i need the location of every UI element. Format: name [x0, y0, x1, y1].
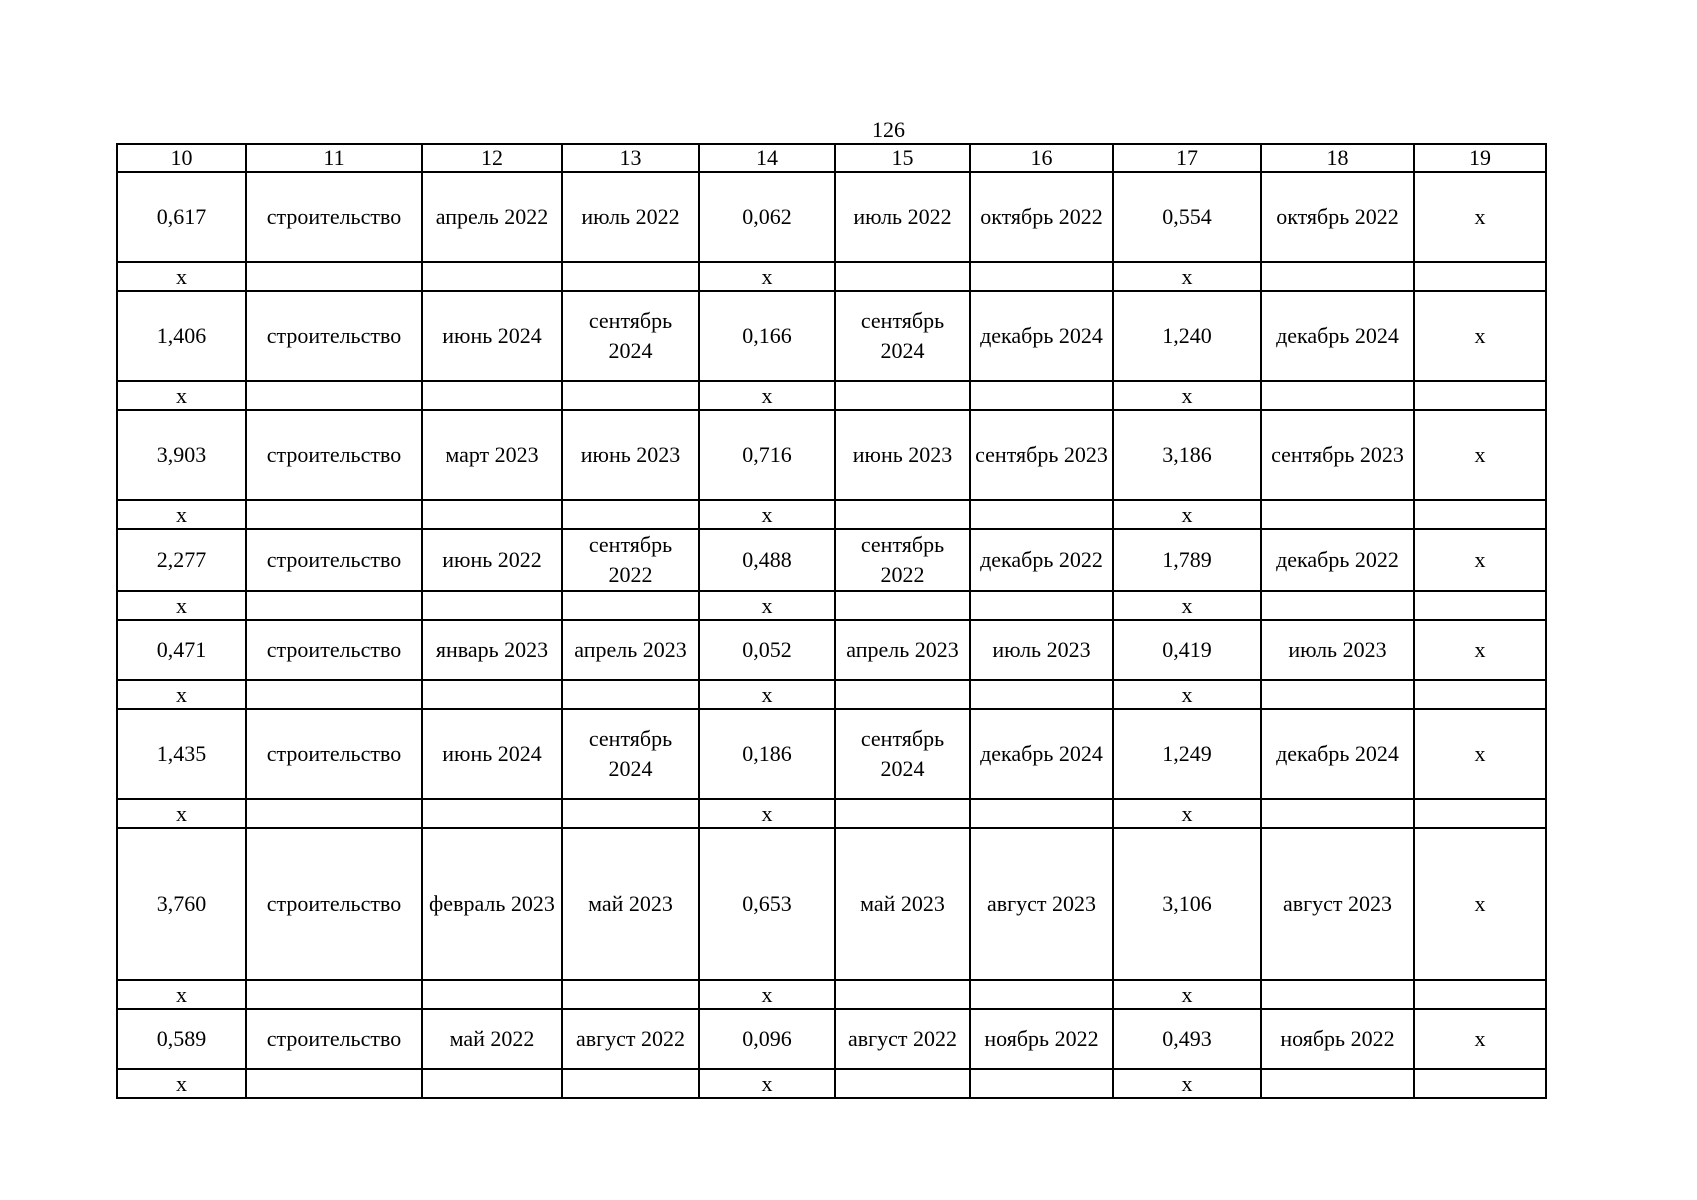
table-cell [246, 591, 422, 620]
table-cell: декабрь 2022 [1261, 529, 1414, 591]
table-cell: 0,062 [699, 172, 835, 262]
table-cell: июль 2022 [835, 172, 970, 262]
table-cell: сентябрь 2022 [562, 529, 699, 591]
table-body [117, 144, 1546, 1098]
table-row [117, 500, 1546, 529]
table-cell [1261, 980, 1414, 1009]
table-header-row [117, 144, 1546, 172]
table-cell: сентябрь 2024 [562, 709, 699, 799]
table-cell: х [1414, 709, 1546, 799]
table-cell: май 2023 [562, 828, 699, 980]
table-cell: х [117, 799, 246, 828]
table-cell: август 2022 [835, 1009, 970, 1069]
table-cell: х [1414, 172, 1546, 262]
table-cell: х [1113, 591, 1261, 620]
table-cell [562, 500, 699, 529]
table-row [117, 980, 1546, 1009]
table-cell [970, 799, 1113, 828]
table-cell [835, 680, 970, 709]
table-cell: х [1113, 262, 1261, 291]
table-cell: х [1113, 1069, 1261, 1098]
table-cell [422, 591, 562, 620]
table-cell [970, 1069, 1113, 1098]
table-cell: 3,760 [117, 828, 246, 980]
table-cell: май 2022 [422, 1009, 562, 1069]
table-cell: сентябрь 2023 [1261, 410, 1414, 500]
table-cell: сентябрь 2024 [562, 291, 699, 381]
table-cell [562, 591, 699, 620]
table-cell [1414, 799, 1546, 828]
table-cell: 3,186 [1113, 410, 1261, 500]
column-header-cell: 10 [117, 144, 246, 172]
table-cell [562, 680, 699, 709]
table-cell [1261, 680, 1414, 709]
table-cell [246, 381, 422, 410]
table-cell [970, 262, 1113, 291]
table-cell: май 2023 [835, 828, 970, 980]
table-cell: строительство [246, 529, 422, 591]
table-cell: июль 2023 [970, 620, 1113, 680]
table-cell [246, 980, 422, 1009]
column-header-cell: 19 [1414, 144, 1546, 172]
table-cell: сентябрь 2022 [835, 529, 970, 591]
table-cell: апрель 2022 [422, 172, 562, 262]
table-cell [1414, 680, 1546, 709]
table-cell: х [117, 262, 246, 291]
table-cell [422, 799, 562, 828]
table-row [117, 799, 1546, 828]
table-cell [1261, 381, 1414, 410]
table-cell: х [1414, 529, 1546, 591]
table-cell [1261, 262, 1414, 291]
table-cell [562, 381, 699, 410]
table-cell: июнь 2022 [422, 529, 562, 591]
table-cell [970, 591, 1113, 620]
table-cell [835, 591, 970, 620]
table-cell: строительство [246, 1009, 422, 1069]
table-cell [1261, 591, 1414, 620]
table-row [117, 680, 1546, 709]
table-row [117, 172, 1546, 262]
table-cell: х [699, 799, 835, 828]
table-cell: ноябрь 2022 [970, 1009, 1113, 1069]
table-cell: декабрь 2024 [1261, 709, 1414, 799]
column-header-cell: 14 [699, 144, 835, 172]
table-cell: август 2022 [562, 1009, 699, 1069]
table-cell [835, 381, 970, 410]
table-cell: строительство [246, 709, 422, 799]
table-cell: строительство [246, 172, 422, 262]
table-cell [835, 500, 970, 529]
table-cell: х [117, 680, 246, 709]
table-cell: август 2023 [970, 828, 1113, 980]
table-cell: февраль 2023 [422, 828, 562, 980]
table-cell: 1,406 [117, 291, 246, 381]
table-cell: х [117, 381, 246, 410]
table-cell [1414, 591, 1546, 620]
table-cell: декабрь 2024 [970, 709, 1113, 799]
table-cell: 1,435 [117, 709, 246, 799]
column-header-cell: 18 [1261, 144, 1414, 172]
table-cell: 0,052 [699, 620, 835, 680]
table-row [117, 529, 1546, 591]
table-cell [970, 680, 1113, 709]
table-cell [422, 381, 562, 410]
table-cell [835, 799, 970, 828]
table-cell [246, 262, 422, 291]
column-header-cell: 11 [246, 144, 422, 172]
table-cell [1261, 1069, 1414, 1098]
table-row [117, 381, 1546, 410]
table-cell: 0,617 [117, 172, 246, 262]
table-cell: 0,186 [699, 709, 835, 799]
table-cell [1261, 799, 1414, 828]
table-cell: июнь 2024 [422, 291, 562, 381]
table-row [117, 1009, 1546, 1069]
table-cell: х [699, 1069, 835, 1098]
column-header-cell: 17 [1113, 144, 1261, 172]
table-cell: строительство [246, 410, 422, 500]
table-cell: июль 2023 [1261, 620, 1414, 680]
table-cell: июль 2022 [562, 172, 699, 262]
table-cell [970, 381, 1113, 410]
table-cell: х [699, 381, 835, 410]
table-cell [246, 680, 422, 709]
table-cell [246, 799, 422, 828]
table-cell: декабрь 2024 [970, 291, 1113, 381]
table-cell: строительство [246, 828, 422, 980]
column-header-cell: 13 [562, 144, 699, 172]
table-cell: 0,488 [699, 529, 835, 591]
table-row [117, 262, 1546, 291]
table-cell: ноябрь 2022 [1261, 1009, 1414, 1069]
data-table [116, 143, 1547, 1099]
table-cell: 0,471 [117, 620, 246, 680]
table-cell: 3,106 [1113, 828, 1261, 980]
table-cell: август 2023 [1261, 828, 1414, 980]
table-cell: х [1414, 410, 1546, 500]
table-cell [835, 262, 970, 291]
table-cell: х [117, 591, 246, 620]
table-row [117, 1069, 1546, 1098]
table-cell [562, 799, 699, 828]
table-cell: х [1113, 381, 1261, 410]
table-cell: х [1414, 1009, 1546, 1069]
table-cell: сентябрь 2024 [835, 291, 970, 381]
table-cell: х [699, 262, 835, 291]
table-cell [1414, 500, 1546, 529]
table-cell: строительство [246, 620, 422, 680]
table-cell: 3,903 [117, 410, 246, 500]
table-cell: 1,249 [1113, 709, 1261, 799]
table-cell: х [699, 500, 835, 529]
table-cell: июнь 2023 [835, 410, 970, 500]
table-cell: октябрь 2022 [1261, 172, 1414, 262]
table-row [117, 291, 1546, 381]
table-cell: х [1414, 620, 1546, 680]
table-cell: 0,166 [699, 291, 835, 381]
table-cell [1414, 381, 1546, 410]
table-cell: сентябрь 2024 [835, 709, 970, 799]
table-cell: 0,653 [699, 828, 835, 980]
table-cell: сентябрь 2023 [970, 410, 1113, 500]
table-cell: 0,419 [1113, 620, 1261, 680]
table-cell [1414, 262, 1546, 291]
table-row [117, 410, 1546, 500]
table-cell [422, 262, 562, 291]
table-cell [422, 500, 562, 529]
table-cell: х [1113, 980, 1261, 1009]
table-cell: х [1113, 500, 1261, 529]
table-cell: 0,096 [699, 1009, 835, 1069]
table-row [117, 828, 1546, 980]
table-cell: х [117, 500, 246, 529]
table-cell [562, 262, 699, 291]
column-header-cell: 12 [422, 144, 562, 172]
table-cell: март 2023 [422, 410, 562, 500]
table-cell: 0,589 [117, 1009, 246, 1069]
table-cell: 0,554 [1113, 172, 1261, 262]
table-cell [246, 500, 422, 529]
table-cell: 1,240 [1113, 291, 1261, 381]
table-cell: апрель 2023 [562, 620, 699, 680]
table-row [117, 620, 1546, 680]
table-cell: х [699, 591, 835, 620]
table-cell: х [699, 980, 835, 1009]
table-cell: декабрь 2022 [970, 529, 1113, 591]
table-cell: декабрь 2024 [1261, 291, 1414, 381]
table-cell: 0,493 [1113, 1009, 1261, 1069]
table-cell [562, 1069, 699, 1098]
table-cell [422, 980, 562, 1009]
table-cell: 2,277 [117, 529, 246, 591]
table-cell: январь 2023 [422, 620, 562, 680]
table-cell [970, 980, 1113, 1009]
column-header-cell: 15 [835, 144, 970, 172]
table-cell [562, 980, 699, 1009]
table-cell [246, 1069, 422, 1098]
table-cell: х [1414, 291, 1546, 381]
page-number: 126 [872, 117, 905, 142]
table-cell: х [1414, 828, 1546, 980]
table-cell: х [117, 980, 246, 1009]
table-cell [970, 500, 1113, 529]
column-header-cell: 16 [970, 144, 1113, 172]
table-cell: х [1113, 799, 1261, 828]
table-cell: 0,716 [699, 410, 835, 500]
table-cell: октябрь 2022 [970, 172, 1113, 262]
table-cell [422, 1069, 562, 1098]
table-cell [835, 1069, 970, 1098]
table-cell [1414, 980, 1546, 1009]
table-cell: апрель 2023 [835, 620, 970, 680]
table-cell [1414, 1069, 1546, 1098]
table-cell [1261, 500, 1414, 529]
table-cell: х [699, 680, 835, 709]
table-cell: июнь 2024 [422, 709, 562, 799]
table-cell: июнь 2023 [562, 410, 699, 500]
table-cell [835, 980, 970, 1009]
table-cell: х [1113, 680, 1261, 709]
table-cell [422, 680, 562, 709]
table-cell: строительство [246, 291, 422, 381]
table-row [117, 709, 1546, 799]
table-cell: х [117, 1069, 246, 1098]
table-cell: 1,789 [1113, 529, 1261, 591]
table-row [117, 591, 1546, 620]
